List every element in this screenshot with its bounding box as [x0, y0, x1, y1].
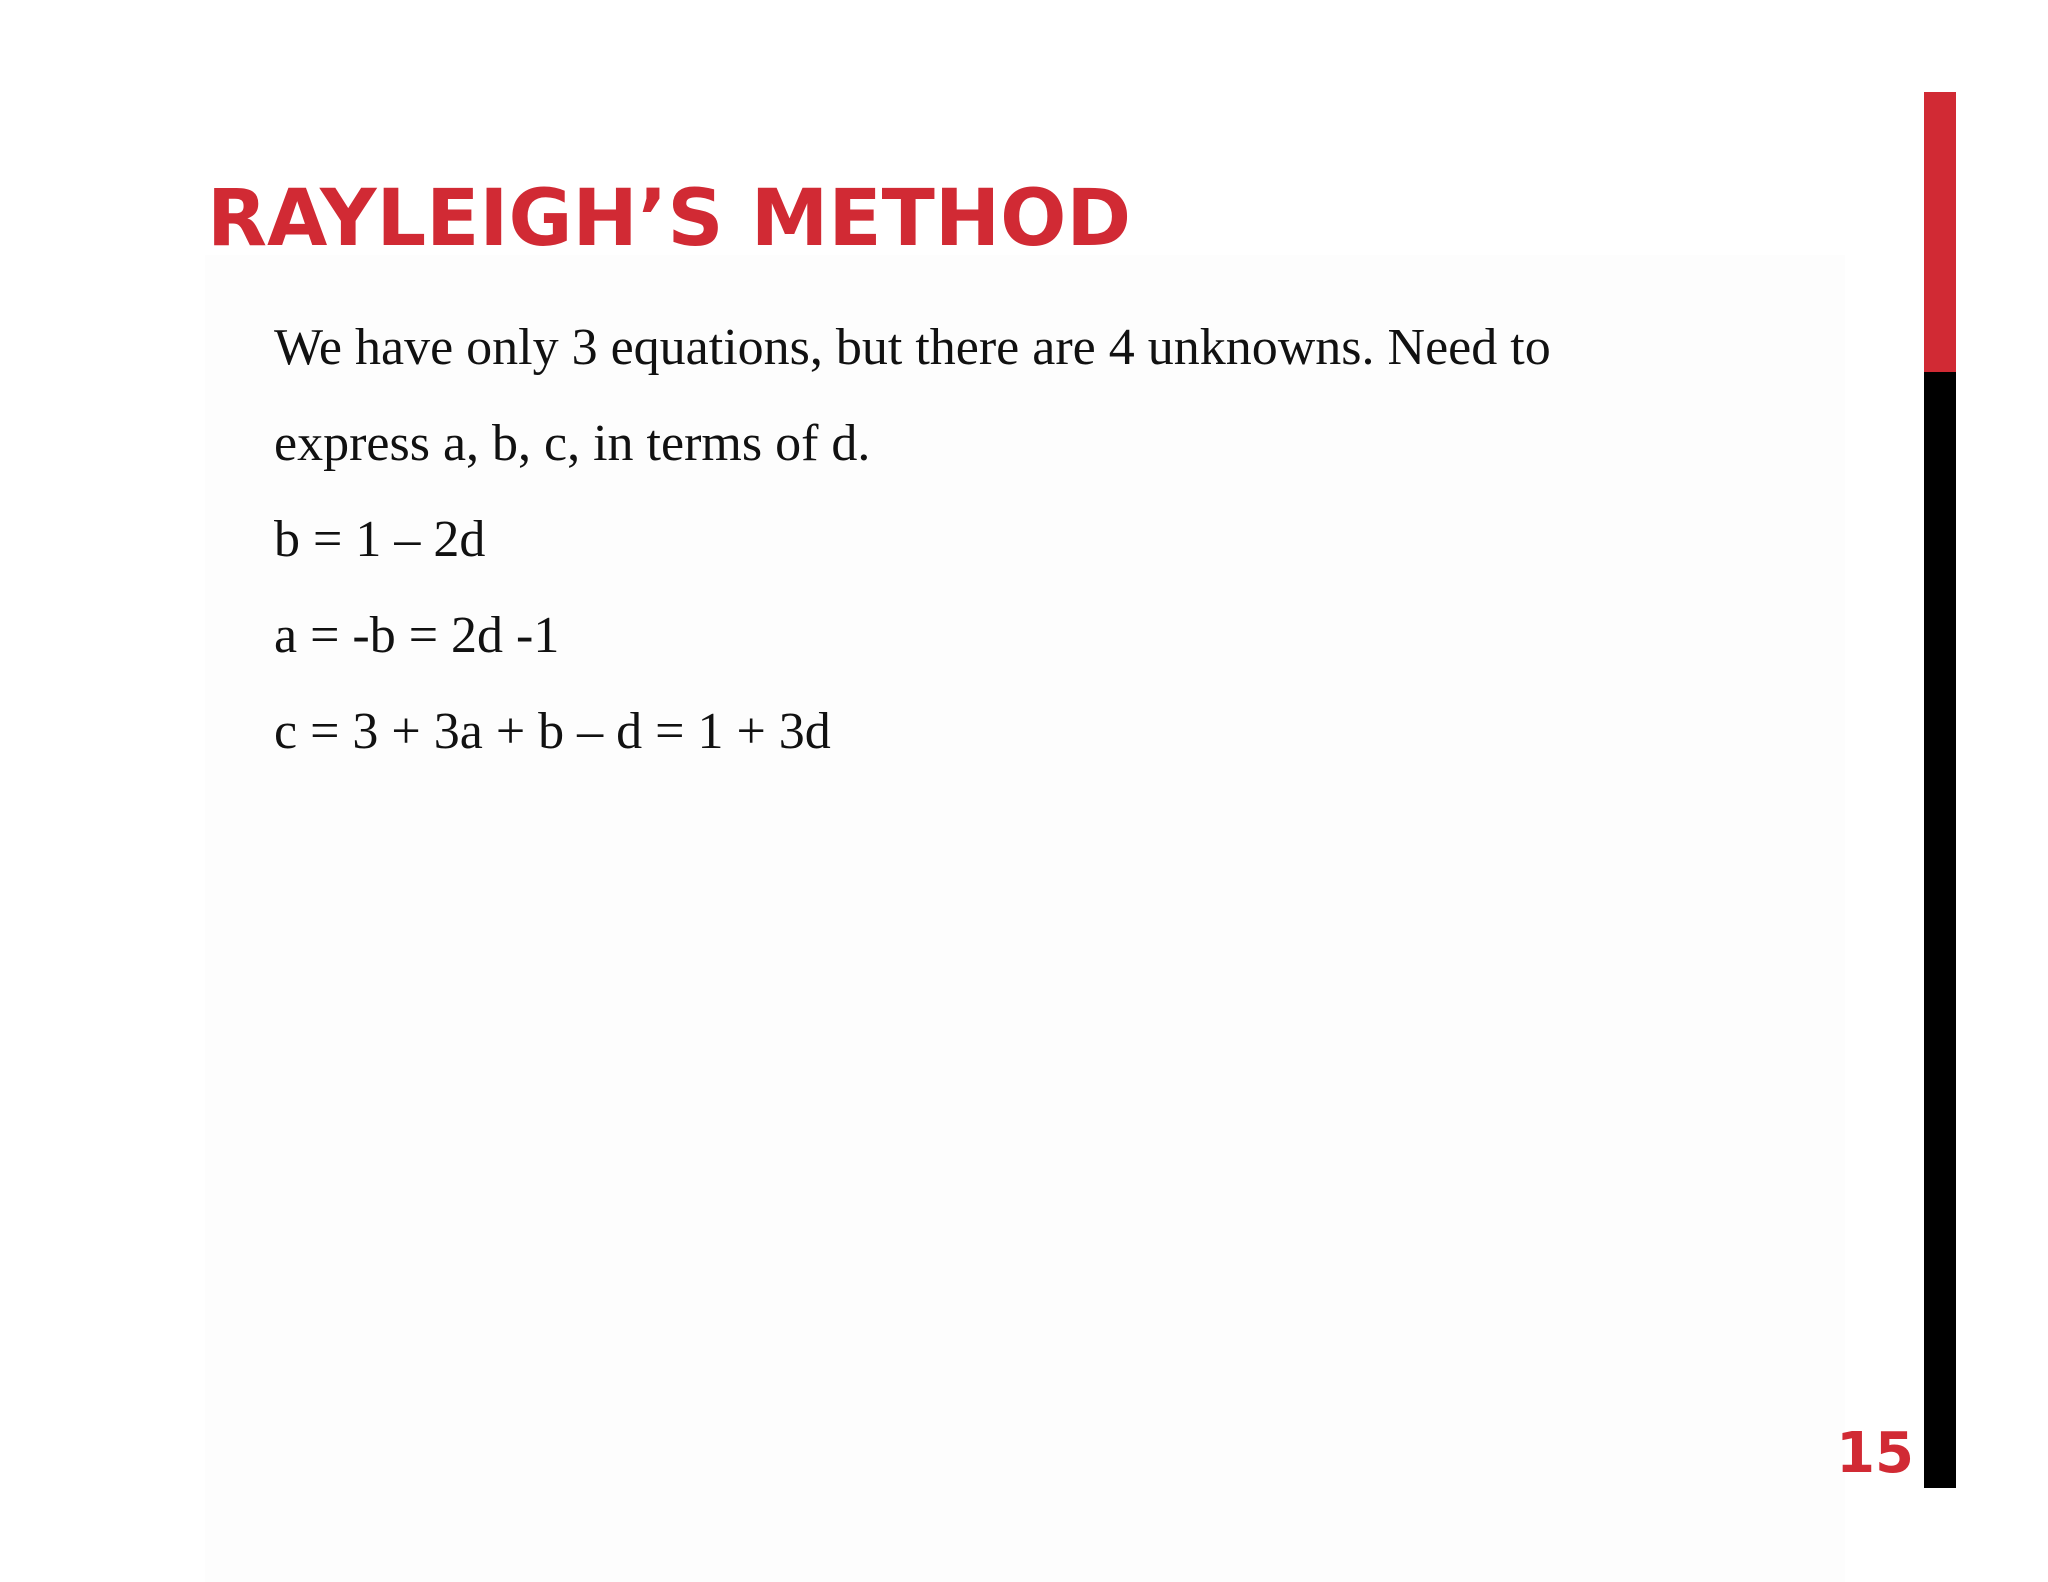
accent-bar-red	[1924, 92, 1956, 372]
slide-title: RAYLEIGH’S METHOD	[207, 174, 1132, 264]
equation-a: a = -b = 2d -1	[274, 607, 560, 664]
accent-bar-black	[1924, 372, 1956, 1488]
equation-c: c = 3 + 3a + b – d = 1 + 3d	[274, 703, 831, 760]
page-number: 15	[1836, 1421, 1914, 1486]
equation-b: b = 1 – 2d	[274, 511, 486, 568]
body-line-express: express a, b, c, in terms of d.	[274, 415, 871, 472]
slide-body	[274, 300, 1714, 780]
body-line-intro: We have only 3 equations, but there are 4 unknowns. Need to	[274, 319, 1551, 376]
